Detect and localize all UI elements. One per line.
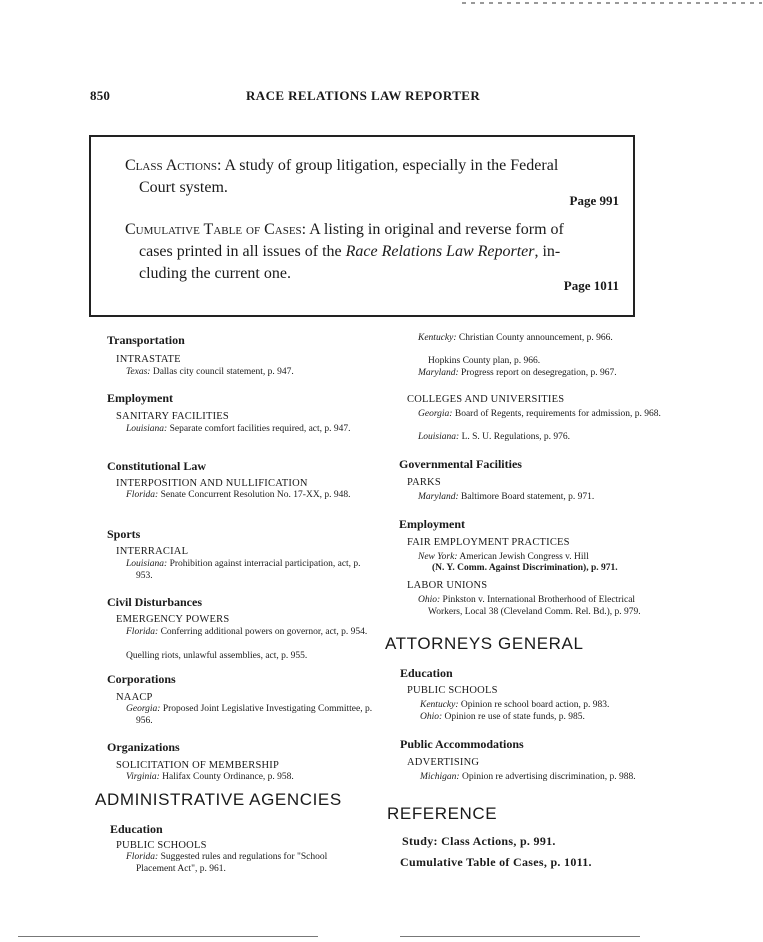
entry: Louisiana: Separate comfort facilities required, act, p. 947.: [126, 424, 351, 434]
entry: New York: American Jewish Congress v. Hill: [418, 552, 589, 562]
entry: Hopkins County plan, p. 966.: [428, 356, 541, 366]
category-heading: Education: [400, 666, 453, 680]
subcategory: PARKS: [407, 477, 441, 488]
entry: Ohio: Opinion re use of state funds, p. 985.: [420, 712, 585, 722]
class-actions-note: Class Actions: A study of group litigation, especially in the Federal Court system.: [125, 157, 559, 196]
note-text: A listing in original and reverse form of: [309, 221, 564, 238]
entry: Florida: Suggested rules and regulations for "School Placement Act", p. 961.: [126, 852, 328, 874]
note-lead: Cumulative Table of Cases: [125, 221, 302, 238]
subcategory: NAACP: [116, 692, 153, 703]
section-heading-administrative-agencies: ADMINISTRATIVE AGENCIES: [95, 790, 342, 809]
bottom-rule: [400, 936, 640, 937]
entry: Ohio: Pinkston v. International Brotherhood of Electrical Workers, Local 38 (Cleveland Comm. Rel. Bd.), p. 979.: [418, 595, 641, 617]
entry: Michigan: Opinion re advertising discrimination, p. 988.: [420, 772, 636, 782]
reporter-title: Race Relations Law Reporter: [345, 243, 535, 260]
cumulative-table-note: Cumulative Table of Cases: A listing in original and reverse form of cases printed in all issues of the Race Relations Law Reporter, in- cluding the current one.: [125, 221, 564, 282]
entry: (N. Y. Comm. Against Discrimination), p. 971.: [432, 563, 618, 573]
top-dotted-edge: [462, 2, 762, 4]
note-text: Court system.: [139, 179, 228, 196]
page-ref-1011: Page 1011: [563, 278, 619, 293]
subcategory: PUBLIC SCHOOLS: [407, 685, 498, 696]
category-heading: Organizations: [107, 740, 180, 754]
reference-line: Cumulative Table of Cases, p. 1011.: [400, 855, 592, 869]
notice-box: [89, 135, 635, 317]
category-heading: Transportation: [107, 333, 185, 347]
entry: Maryland: Progress report on desegregation, p. 967.: [418, 368, 617, 378]
subcategory: INTERRACIAL: [116, 546, 189, 557]
entry: Texas: Dallas city council statement, p. 947.: [126, 367, 294, 377]
entry: Georgia: Proposed Joint Legislative Investigating Committee, p. 956.: [126, 704, 373, 726]
subcategory: FAIR EMPLOYMENT PRACTICES: [407, 537, 570, 548]
subcategory: EMERGENCY POWERS: [116, 614, 230, 625]
category-heading: Civil Disturbances: [107, 595, 203, 609]
entry: Kentucky: Christian County announcement, p. 966.: [418, 333, 613, 343]
subcategory: INTERPOSITION AND NULLIFICATION: [116, 478, 308, 489]
category-heading: Sports: [107, 527, 141, 541]
entry: Louisiana: Prohibition against interracial participation, act, p. 953.: [126, 559, 361, 581]
entry: Kentucky: Opinion re school board action, p. 983.: [420, 700, 610, 710]
note-lead: Class Actions: [125, 157, 217, 174]
category-heading: Public Accommodations: [400, 737, 524, 751]
page-number: 850: [90, 88, 111, 103]
entry: Florida: Senate Concurrent Resolution No. 17-XX, p. 948.: [126, 490, 351, 500]
entry: Maryland: Baltimore Board statement, p. 971.: [418, 492, 595, 502]
category-heading: Constitutional Law: [107, 459, 207, 473]
reference-line: Study: Class Actions, p. 991.: [402, 834, 556, 848]
subcategory: LABOR UNIONS: [407, 580, 488, 591]
subcategory: COLLEGES AND UNIVERSITIES: [407, 394, 565, 405]
subcategory: SOLICITATION OF MEMBERSHIP: [116, 760, 280, 771]
entry: Florida: Conferring additional powers on governor, act, p. 954.: [126, 627, 368, 637]
entry: Louisiana: L. S. U. Regulations, p. 976.: [418, 432, 571, 442]
entry: Virginia: Halifax County Ordinance, p. 958.: [126, 772, 294, 782]
category-heading: Governmental Facilities: [399, 457, 522, 471]
note-text: A study of group litigation, especially in the Federal: [224, 157, 559, 174]
category-heading: Employment: [399, 517, 465, 531]
category-heading: Employment: [107, 391, 173, 405]
subcategory: SANITARY FACILITIES: [116, 411, 229, 422]
subcategory: ADVERTISING: [407, 757, 480, 768]
entry: Georgia: Board of Regents, requirements for admission, p. 968.: [418, 409, 661, 419]
entry: Quelling riots, unlawful assemblies, act, p. 955.: [126, 651, 308, 661]
subcategory: PUBLIC SCHOOLS: [116, 840, 207, 851]
category-heading: Education: [110, 822, 163, 836]
subcategory: INTRASTATE: [116, 354, 181, 365]
running-title: RACE RELATIONS LAW REPORTER: [246, 88, 481, 103]
page-ref-991: Page 991: [569, 193, 619, 208]
category-heading: Corporations: [107, 672, 176, 686]
section-heading-reference: REFERENCE: [387, 804, 498, 823]
section-heading-attorneys-general: ATTORNEYS GENERAL: [385, 634, 584, 653]
bottom-rule: [18, 936, 318, 937]
